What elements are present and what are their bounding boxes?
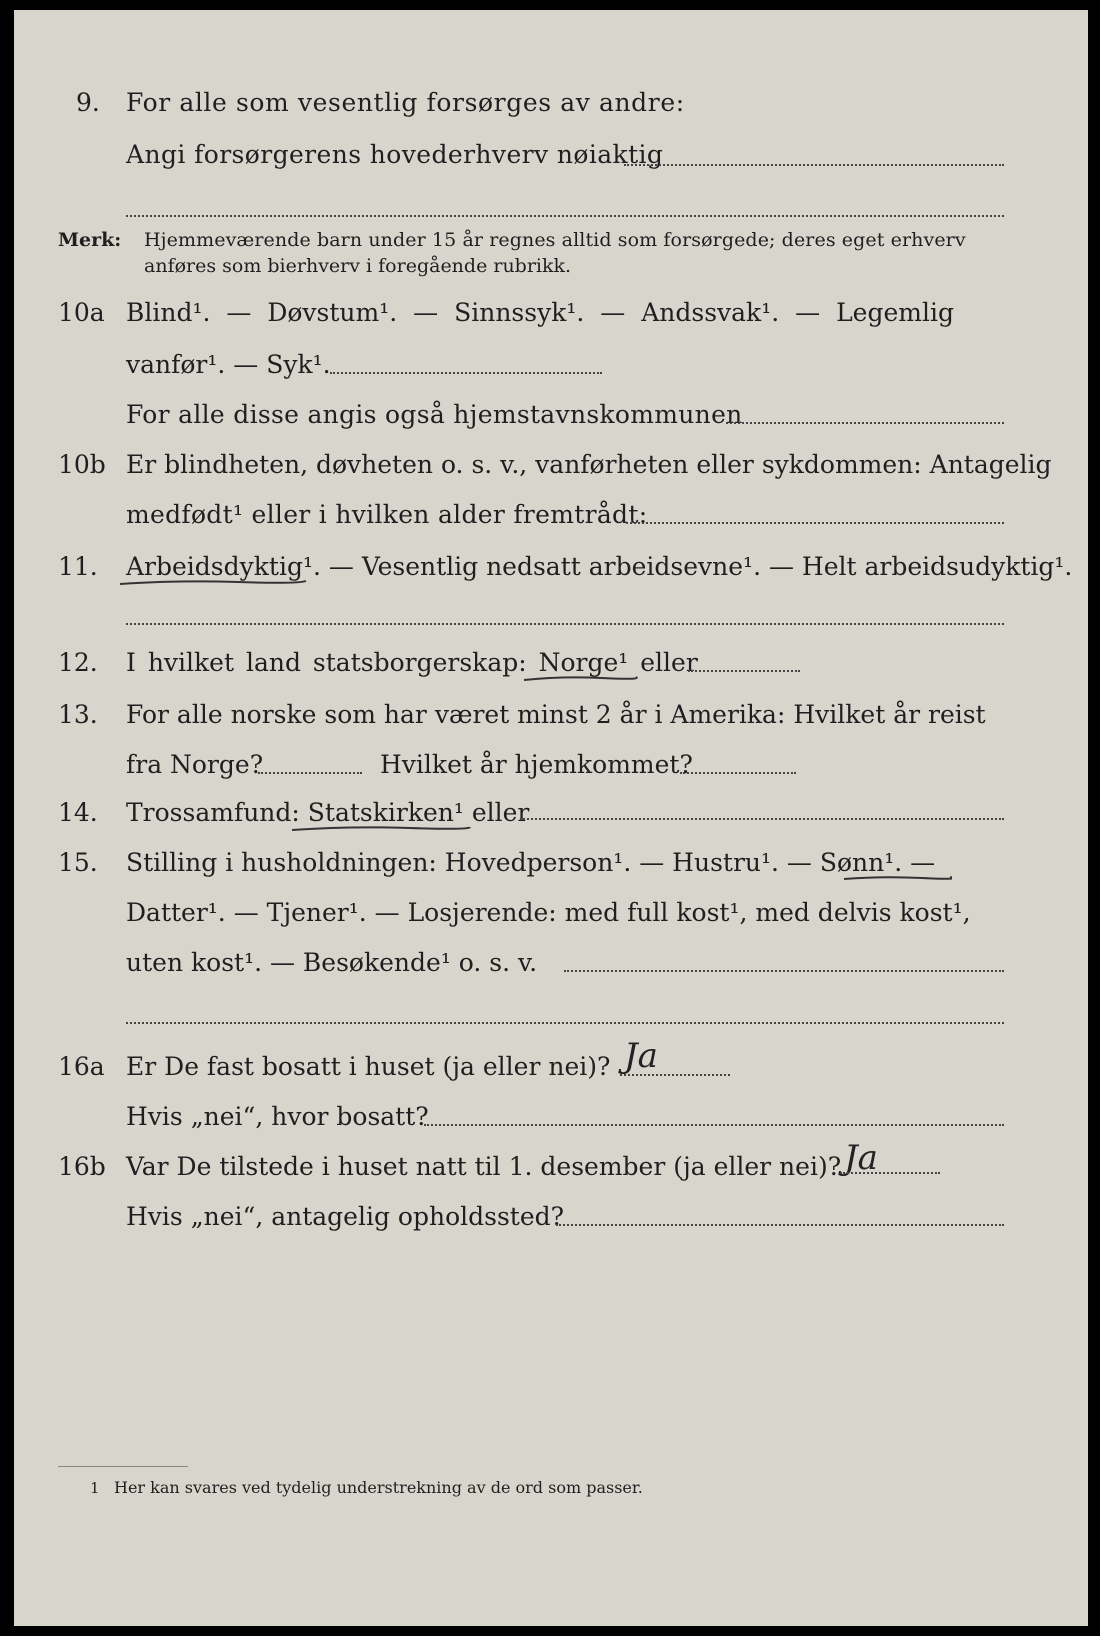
q14-line1: Trossamfund: Statskirken¹ eller <box>126 798 530 827</box>
q13-line2a: fra Norge? <box>126 750 264 779</box>
footnote-mark: 1 <box>90 1479 100 1497</box>
q15-line2: Datter¹. — Tjener¹. — Losjerende: med full kost¹, med delvis kost¹, <box>126 898 971 927</box>
q11-number: 11. <box>58 552 98 581</box>
q9-number: 9. <box>76 88 100 117</box>
q16a-answer-line-2 <box>424 1124 1004 1126</box>
q14-answer-line <box>520 818 1004 820</box>
q15-answer-line <box>564 970 1004 972</box>
q9-line1: For alle som vesentlig forsørges av andre: <box>126 88 685 117</box>
q15-answer-line-2 <box>126 1022 1004 1024</box>
q10a-number: 10a <box>58 298 105 327</box>
q10a-line1: Blind¹. — Døvstum¹. — Sinnssyk¹. — Andssvak¹. — Legemlig <box>126 298 954 327</box>
merk-line2: anføres som bierhverv i foregående rubrikk. <box>144 255 572 277</box>
q10a-line3: For alle disse angis også hjemstavnskommunen <box>126 400 743 429</box>
q9-line2: Angi forsørgerens hovederhverv nøiaktig <box>126 140 664 169</box>
q16b-line2: Hvis „nei“, antagelig opholdssted? <box>126 1202 565 1231</box>
q9-answer-line <box>624 164 1004 166</box>
q10b-line1: Er blindheten, døvheten o. s. v., vanførheten eller sykdommen: Antagelig <box>126 450 1052 479</box>
q10b-number: 10b <box>58 450 106 479</box>
q14-number: 14. <box>58 798 98 827</box>
q11-answer-line <box>126 623 1004 625</box>
q15-underline-mark <box>842 874 952 882</box>
q16a-line1: Er De fast bosatt i huset (ja eller nei)? <box>126 1052 611 1081</box>
footnote-separator <box>58 1466 188 1467</box>
q16b-handwritten-answer: Ja <box>844 1138 878 1178</box>
merk-line1: Hjemmeværende barn under 15 år regnes alltid som forsørgede; deres eget erhverv <box>144 229 966 251</box>
q10a-line2: vanfør¹. — Syk¹. <box>126 350 331 379</box>
q13-number: 13. <box>58 700 98 729</box>
q10a-answer-line <box>330 372 602 374</box>
q16a-answer-line <box>620 1074 730 1076</box>
q12-answer-line <box>688 670 800 672</box>
q13-line2b: Hvilket år hjemkommet? <box>380 750 693 779</box>
q10a-answer-line-2 <box>726 422 1004 424</box>
q14-underline-mark <box>290 824 472 832</box>
q16a-line2: Hvis „nei“, hvor bosatt? <box>126 1102 429 1131</box>
q13-year-left-line <box>258 772 362 774</box>
census-form-page <box>14 10 1088 1626</box>
q15-line3: uten kost¹. — Besøkende¹ o. s. v. <box>126 948 538 977</box>
q12-underline-mark <box>522 674 638 682</box>
q15-line1: Stilling i husholdningen: Hovedperson¹. — Hustru¹. — Sønn¹. — <box>126 848 936 877</box>
q9-answer-line-2 <box>126 215 1004 217</box>
q16a-number: 16a <box>58 1052 105 1081</box>
q12-line1: I hvilket land statsborgerskap: Norge¹ eller <box>126 648 698 677</box>
q16b-answer-line <box>840 1172 940 1174</box>
q13-year-returned-line <box>680 772 796 774</box>
merk-label: Merk: <box>58 229 122 251</box>
q15-number: 15. <box>58 848 98 877</box>
q11-line1: Arbeidsdyktig¹. — Vesentlig nedsatt arbeidsevne¹. — Helt arbeidsudyktig¹. <box>126 552 1073 581</box>
q16b-number: 16b <box>58 1152 106 1181</box>
q10b-line2: medfødt¹ eller i hvilken alder fremtrådt: <box>126 500 648 529</box>
q11-underline-mark <box>118 578 308 586</box>
q16b-answer-line-2 <box>556 1224 1004 1226</box>
q12-number: 12. <box>58 648 98 677</box>
q16a-handwritten-answer: Ja <box>624 1036 658 1076</box>
q10b-answer-line <box>626 522 1004 524</box>
footnote-text: Her kan svares ved tydelig understrekning av de ord som passer. <box>114 1478 643 1497</box>
q16b-line1: Var De tilstede i huset natt til 1. desember (ja eller nei)? <box>126 1152 842 1181</box>
q13-line1: For alle norske som har været minst 2 år i Amerika: Hvilket år reist <box>126 700 986 729</box>
